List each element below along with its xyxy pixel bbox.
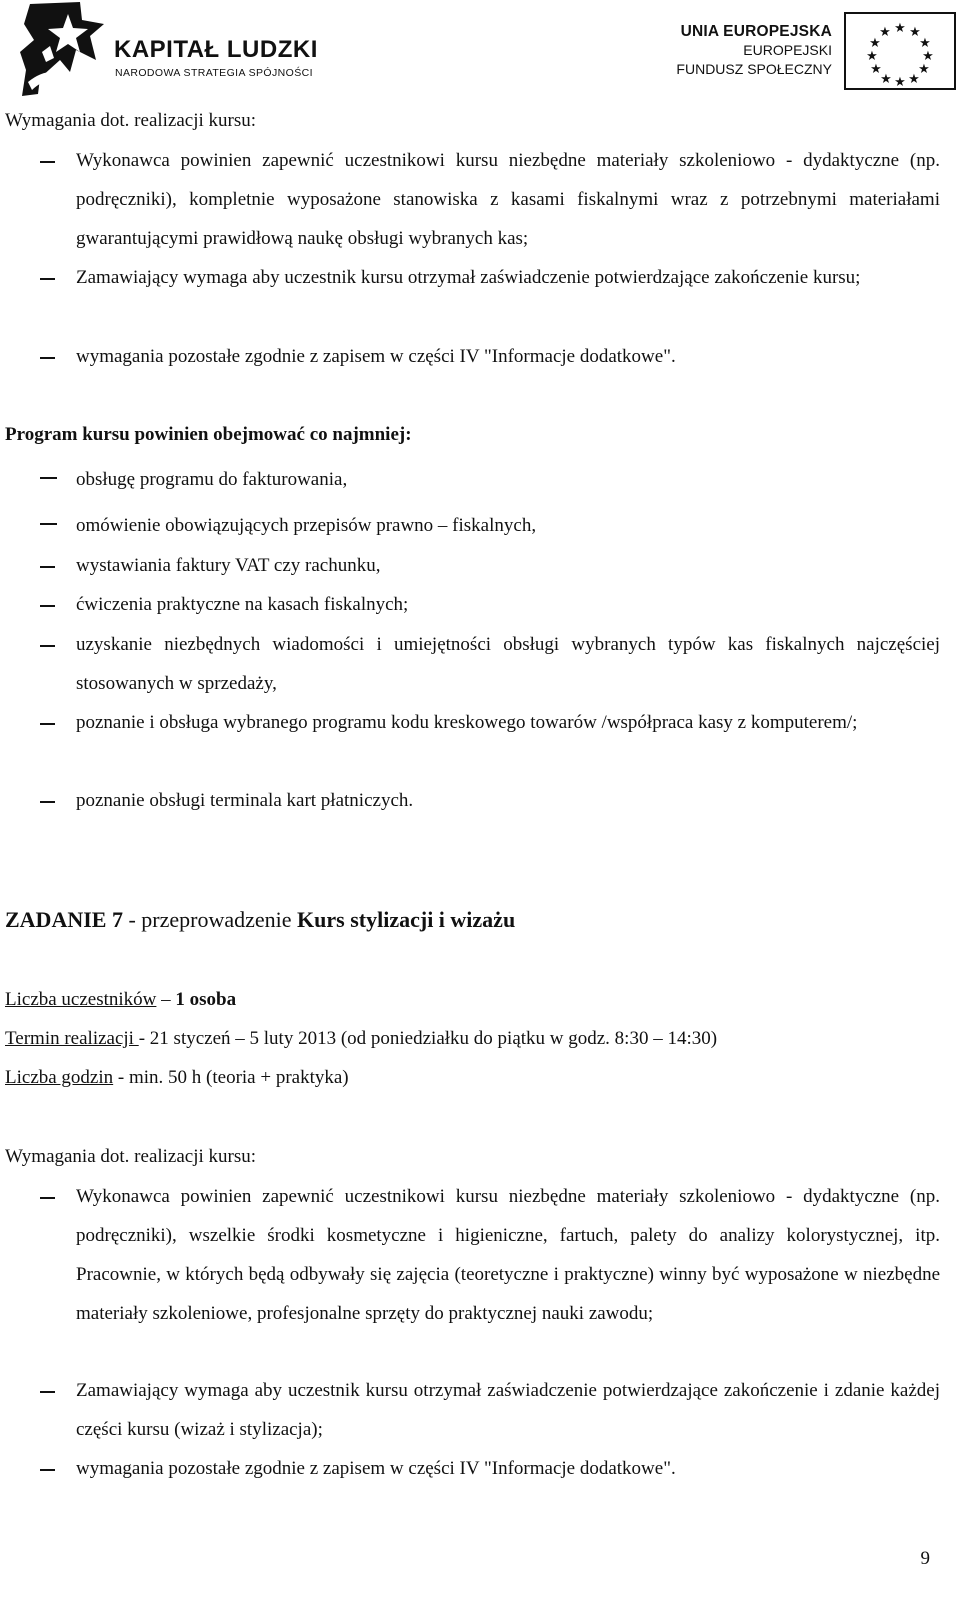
bullet-dash xyxy=(40,566,55,568)
task-action: przeprowadzenie xyxy=(141,907,298,932)
participants-line xyxy=(5,980,236,1019)
task-separator: - xyxy=(122,907,142,932)
eu-logo xyxy=(660,12,960,94)
program-heading: Program kursu powinien obejmować co najmniej: xyxy=(5,424,412,445)
svg-text:★: ★ xyxy=(894,75,906,90)
logo-title: KAPITAŁ LUDZKI xyxy=(114,36,318,63)
bullet-dash xyxy=(40,477,57,479)
requirements-heading-2: Wymagania dot. realizacji kursu: xyxy=(5,1146,257,1167)
bullet-dash xyxy=(40,523,57,525)
requirements-heading-1: Wymagania dot. realizacji kursu: xyxy=(5,110,257,131)
list-item-text: Zamawiający wymaga aby uczestnik kursu otrzymał zaświadczenie potwierdzające zakończenie i zdanie każdej części kursu (wizaż i stylizacja); xyxy=(76,1380,940,1440)
eu-flag-icon xyxy=(844,12,956,90)
list-item-text: uzyskanie niezbędnych wiadomości i umiejętności obsługi wybranych typów kas fiskalnych najczęściej stosowanych w sprzedaży, xyxy=(76,634,940,694)
task-label: ZADANIE 7 xyxy=(5,907,123,932)
hours-value: - min. 50 h (teoria + praktyka) xyxy=(113,1067,349,1088)
svg-text:★: ★ xyxy=(894,21,906,36)
list-item-text: poznanie obsługi terminala kart płatniczych. xyxy=(76,790,414,811)
bullet-dash xyxy=(40,161,55,163)
list-item-text: omówienie obowiązujących przepisów prawno – fiskalnych, xyxy=(76,515,537,536)
term-line xyxy=(5,1019,717,1058)
list-item-text: poznanie i obsługa wybranego programu kodu kreskowego towarów /współpraca kasy z komputerem/; xyxy=(76,712,858,733)
svg-text:★: ★ xyxy=(919,36,931,51)
term-value: - 21 styczeń – 5 luty 2013 (od poniedziałku do piątku w godz. 8:30 – 14:30) xyxy=(138,1028,718,1049)
svg-text:★: ★ xyxy=(909,25,921,40)
list-item-text: ćwiczenia praktyczne na kasach fiskalnych; xyxy=(76,594,409,615)
participants-value: 1 osoba xyxy=(175,989,237,1010)
list-item-text: wymagania pozostałe zgodnie z zapisem w części IV "Informacje dodatkowe". xyxy=(76,1458,676,1479)
bullet-dash xyxy=(40,1391,55,1393)
participants-separator: – xyxy=(156,989,176,1010)
list-item-text: Wykonawca powinien zapewnić uczestnikowi kursu niezbędne materiały szkoleniowo - dydaktyczne (np. podręczniki), kompletnie wyposażone stanowiska z kasami fiskalnymi wraz z potrzebnymi materiałami gwarantującymi prawidłową naukę obsługi wybranych kas; xyxy=(76,150,940,249)
svg-text:★: ★ xyxy=(880,72,892,87)
kapital-ludzki-logo xyxy=(20,0,340,98)
svg-text:★: ★ xyxy=(922,49,934,64)
logo-subtitle: NARODOWA STRATEGIA SPÓJNOŚCI xyxy=(115,67,313,79)
list-item-text: wystawiania faktury VAT czy rachunku, xyxy=(76,555,381,576)
svg-text:★: ★ xyxy=(866,49,878,64)
bullet-dash xyxy=(40,1197,55,1199)
svg-text:★: ★ xyxy=(879,25,891,40)
svg-text:★: ★ xyxy=(870,62,882,77)
hours-label: Liczba godzin xyxy=(5,1067,114,1088)
svg-text:★: ★ xyxy=(869,36,881,51)
term-label: Termin realizacji xyxy=(5,1028,139,1049)
svg-text:★: ★ xyxy=(908,72,920,87)
task-title xyxy=(5,902,515,938)
eu-line2: EUROPEJSKI xyxy=(743,42,832,58)
eu-line3: FUNDUSZ SPOŁECZNY xyxy=(676,61,832,77)
list-item-text: Wykonawca powinien zapewnić uczestnikowi kursu niezbędne materiały szkoleniowo - dydaktyczne (np. podręczniki), wszelkie środki kosmetyczne i higieniczne, fartuch, palety do analizy kolorystycznej, itp. Pracownie, w których będą odbywały się zajęcia (teoretyczne i praktyczne) winny być wyposażone w niezbędne materiały szkoleniowe, profesjonalne sprzęty do praktycznej nauki zawodu; xyxy=(76,1186,940,1324)
participants-label: Liczba uczestników xyxy=(5,989,157,1010)
bullet-dash xyxy=(40,645,55,647)
list-item-text: Zamawiający wymaga aby uczestnik kursu otrzymał zaświadczenie potwierdzające zakończenie kursu; xyxy=(76,267,861,288)
hours-line xyxy=(5,1058,349,1097)
eu-logo-text xyxy=(676,22,832,79)
svg-text:★: ★ xyxy=(918,62,930,77)
list-item-text: wymagania pozostałe zgodnie z zapisem w części IV "Informacje dodatkowe". xyxy=(76,346,676,367)
bullet-dash xyxy=(40,1469,55,1471)
kapital-ludzki-star-icon xyxy=(20,0,106,96)
bullet-dash xyxy=(40,605,55,607)
page-header xyxy=(0,0,960,100)
bullet-dash xyxy=(40,357,55,359)
list-item-text: obsługę programu do fakturowania, xyxy=(76,469,348,490)
bullet-dash xyxy=(40,723,55,725)
eu-line1: UNIA EUROPEJSKA xyxy=(680,23,832,40)
bullet-dash xyxy=(40,801,55,803)
bullet-dash xyxy=(40,278,55,280)
task-name: Kurs stylizacji i wizażu xyxy=(297,907,516,932)
page-number: 9 xyxy=(920,1548,930,1569)
